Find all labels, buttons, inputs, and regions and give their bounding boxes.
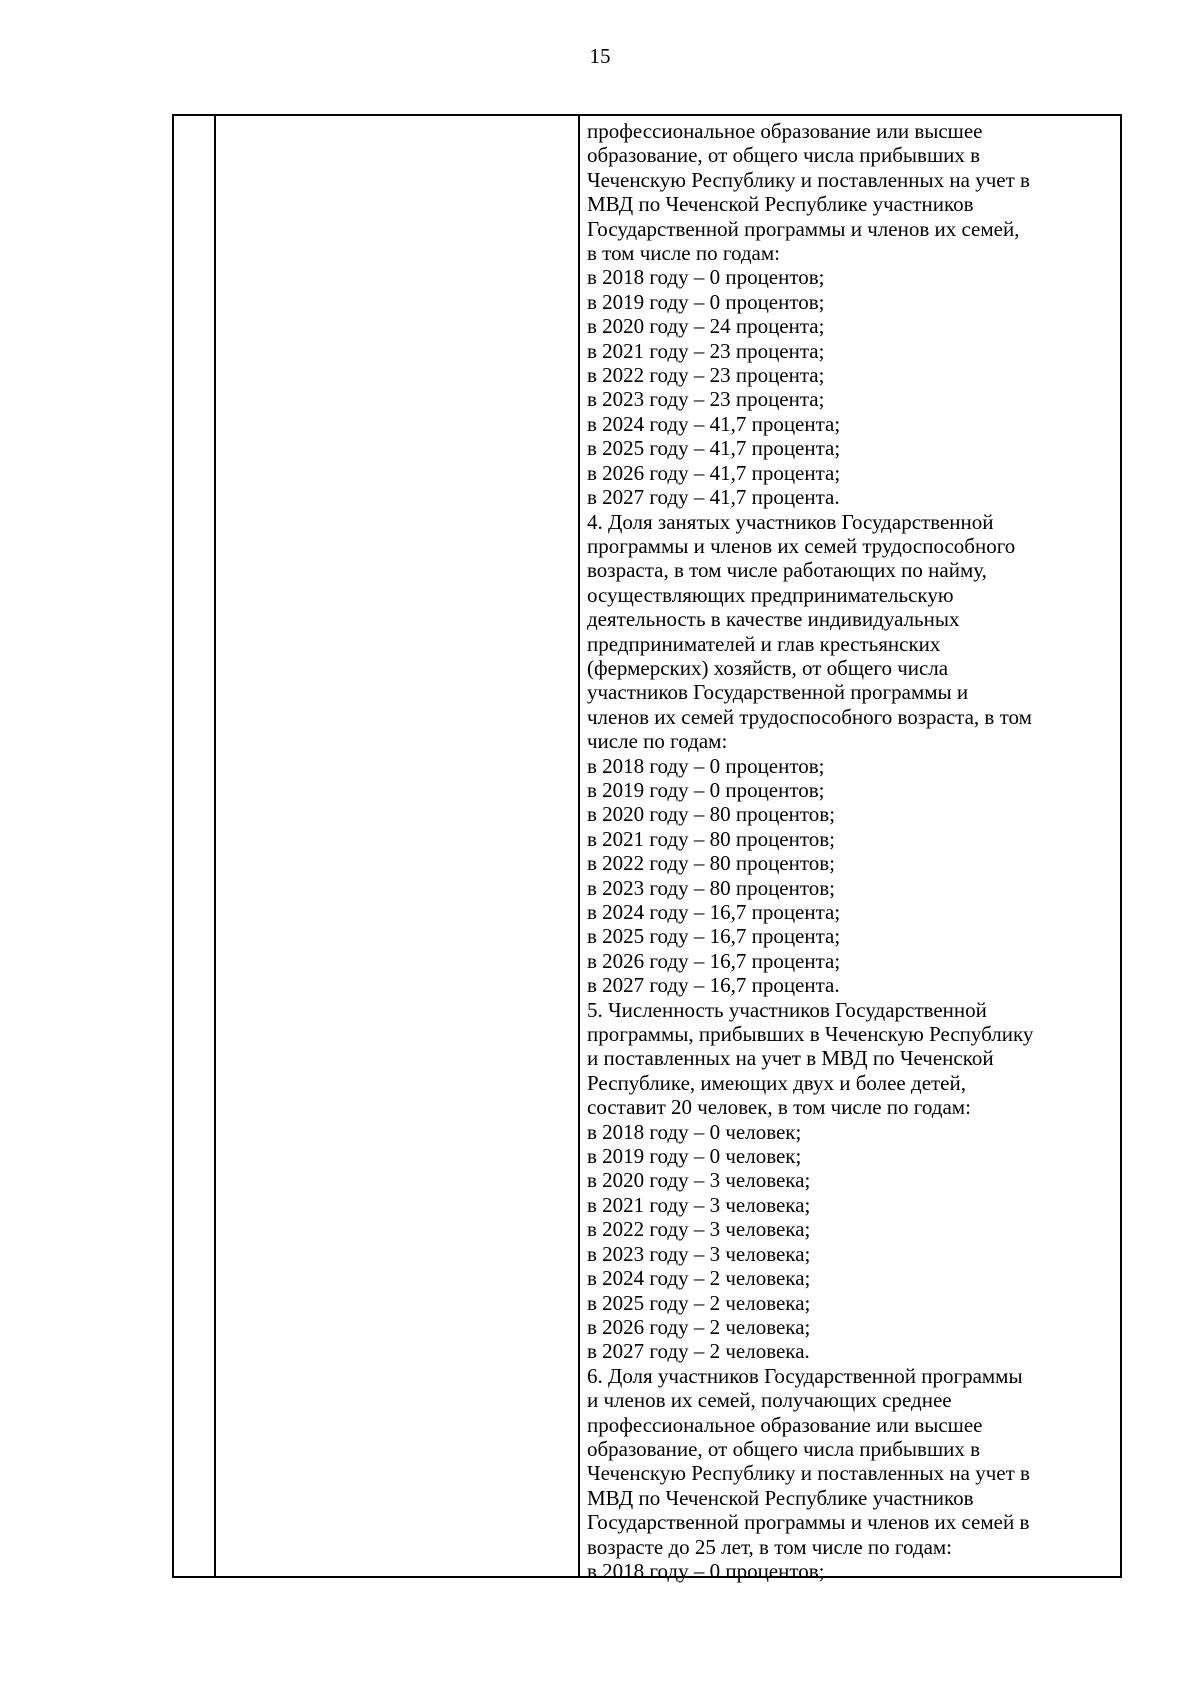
text-line: в 2019 году – 0 процентов;	[587, 777, 825, 802]
text-line: в 2023 году – 3 человека;	[587, 1241, 811, 1266]
text-line: программы и членов их семей трудоспособного	[587, 533, 1016, 558]
text-line: и членов их семей, получающих среднее	[587, 1388, 952, 1413]
text-line: Государственной программы и членов их семей в	[587, 1510, 1030, 1535]
text-line: в 2024 году – 2 человека;	[587, 1266, 811, 1291]
text-line: в 2018 году – 0 человек;	[587, 1119, 802, 1144]
text-line: в 2018 году – 0 процентов;	[587, 1558, 825, 1583]
text-line: в 2024 году – 41,7 процента;	[587, 411, 841, 436]
text-line: в 2019 году – 0 процентов;	[587, 289, 825, 314]
column-divider-1	[214, 116, 216, 1576]
text-line: и поставленных на учет в МВД по Чеченской	[587, 1046, 994, 1071]
text-line: в 2021 году – 23 процента;	[587, 338, 825, 363]
text-line: в 2026 году – 41,7 процента;	[587, 460, 841, 485]
text-line: возраста, в том числе работающих по найму,	[587, 558, 987, 583]
text-line: деятельность в качестве индивидуальных	[587, 607, 960, 632]
text-line: числе по годам:	[587, 729, 728, 754]
text-line: 6. Доля участников Государственной программы	[587, 1363, 1023, 1388]
text-line: в 2026 году – 2 человека;	[587, 1314, 811, 1339]
text-line: профессиональное образование или высшее	[587, 1412, 983, 1437]
text-line: (фермерских) хозяйств, от общего числа	[587, 655, 949, 680]
text-line: в том числе по годам:	[587, 241, 780, 266]
text-line: в 2020 году – 3 человека;	[587, 1168, 811, 1193]
text-line: профессиональное образование или высшее	[587, 119, 983, 143]
column-divider-2	[578, 116, 580, 1576]
text-line: возрасте до 25 лет, в том числе по годам:	[587, 1534, 953, 1559]
text-line: в 2022 году – 80 процентов;	[587, 851, 836, 876]
text-line: членов их семей трудоспособного возраста, в том	[587, 704, 1032, 729]
text-line: в 2025 году – 16,7 процента;	[587, 924, 841, 949]
text-line: в 2022 году – 23 процента;	[587, 363, 825, 388]
text-line: в 2019 году – 0 человек;	[587, 1144, 802, 1169]
text-line: в 2018 году – 0 процентов;	[587, 265, 825, 290]
text-line: 4. Доля занятых участников Государственной	[587, 509, 994, 534]
text-line: в 2023 году – 23 процента;	[587, 387, 825, 412]
text-line: в 2025 году – 2 человека;	[587, 1290, 811, 1315]
text-line: в 2025 году – 41,7 процента;	[587, 436, 841, 461]
text-line: в 2021 году – 80 процентов;	[587, 826, 836, 851]
text-line: программы, прибывших в Чеченскую Республику	[587, 1022, 1034, 1047]
text-line: Чеченскую Республику и поставленных на учет в	[587, 167, 1030, 192]
text-line: образование, от общего числа прибывших в	[587, 143, 981, 168]
text-line: участников Государственной программы и	[587, 680, 969, 705]
table-cell-text	[587, 119, 1117, 1583]
text-line: в 2021 году – 3 человека;	[587, 1192, 811, 1217]
text-line: в 2022 году – 3 человека;	[587, 1217, 811, 1242]
text-line: МВД по Чеченской Республике участников	[587, 1485, 974, 1510]
document-table	[172, 114, 1122, 1583]
text-line: предпринимателей и глав крестьянских	[587, 631, 941, 656]
text-line: в 2018 году – 0 процентов;	[587, 753, 825, 778]
text-line: в 2020 году – 80 процентов;	[587, 802, 836, 827]
text-line: в 2023 году – 80 процентов;	[587, 875, 836, 900]
text-line: в 2026 году – 16,7 процента;	[587, 948, 841, 973]
text-line: МВД по Чеченской Республике участников	[587, 192, 974, 217]
text-line: осуществляющих предпринимательскую	[587, 582, 954, 607]
text-line: составит 20 человек, в том числе по годам:	[587, 1095, 971, 1120]
text-line: в 2027 году – 16,7 процента.	[587, 973, 840, 998]
text-line: Чеченскую Республику и поставленных на учет в	[587, 1461, 1030, 1486]
text-line: в 2020 году – 24 процента;	[587, 314, 825, 339]
text-line: Государственной программы и членов их семей,	[587, 216, 1020, 241]
text-line: Республике, имеющих двух и более детей,	[587, 1070, 966, 1095]
text-line: в 2027 году – 41,7 процента.	[587, 485, 840, 510]
text-line: 5. Численность участников Государственной	[587, 997, 987, 1022]
text-line: в 2024 году – 16,7 процента;	[587, 900, 841, 924]
page-number: 15	[589, 44, 611, 68]
text-line: в 2027 году – 2 человека.	[587, 1339, 810, 1364]
text-line: образование, от общего числа прибывших в	[587, 1436, 981, 1461]
